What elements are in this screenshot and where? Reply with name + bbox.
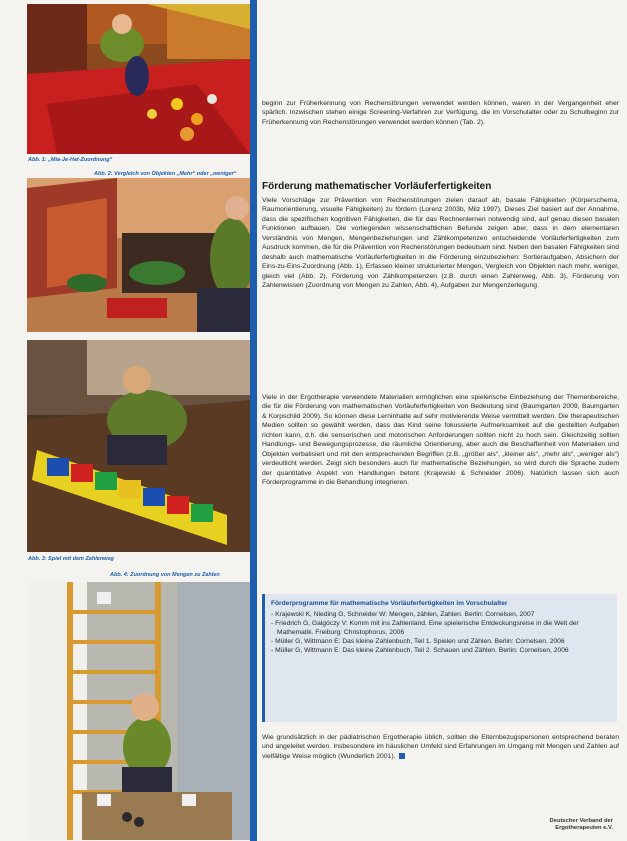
photo-one-to-one-matching: [27, 4, 250, 154]
photo-caption-4: Abb. 4: Zuordnung von Mengen zu Zahlen: [110, 572, 220, 578]
footer-line-1: Deutscher Verband der: [549, 818, 613, 824]
photo-quantity-to-number: [27, 582, 250, 840]
accent-bar: [250, 0, 257, 841]
list-item: - Friedrich G, Galgóczy V: Komm mit ins Zahlenland. Eine spielerische Entdeckungsreise in die Welt der Mathematik. Freiburg: Christophorus, 2006: [271, 619, 611, 637]
list-item: - Krajewski K, Nieding G, Schneider W: Mengen, zählen, Zahlen. Berlin: Cornelsen, 2007: [271, 610, 611, 619]
closing-section: [262, 733, 619, 761]
intro-text: [262, 99, 619, 127]
section: [262, 181, 619, 192]
programs-box: [262, 594, 617, 722]
section-heading: Förderung mathematischer Vorläuferfertigkeiten: [262, 181, 492, 192]
photo-number-path: [27, 340, 250, 552]
programs-box-title: Förderprogramme für mathematische Vorläuferfertigkeiten im Vorschulalter: [271, 600, 508, 607]
photo-caption-1: Abb. 1: „Mia-Je-Hat-Zuordnung“: [28, 157, 113, 163]
section-body: [262, 196, 619, 291]
section-body-2: [262, 393, 619, 488]
footer-line-2: Ergotherapeuten e.V.: [555, 825, 613, 832]
paragraph-1: Viele Vorschläge zur Prävention von Rechenstörungen zielen darauf ab, basale Fähigkeiten (Körperschema, Raumorientierung, visuelle Fähigkeiten) zu fördern (Lorenz 2003b, Milz 1997). Dieses Ziel basiert auf der Annahme, dass die spezifischen kognitiven Fähigkeiten, die für das Rechnenlernen notwendig sind, auf genau diesen basalen Funktionen aufbauen. Die vorliegenden wissenschaftlichen Befunde zeigen aber, dass in dem elementaren Verständnis von Mengen, Mengenbeziehungen und Zählkompetenzen entscheidende Vorläuferfertigkeiten zum Ausdruck kommen, die für die Prävention von Rechenstörungen bedeutsam sind. Neben den basalen Fähigkeiten sind deshalb auch mathematische Vorläuferfertigkeiten in die Förderung einzubeziehen: Sortieraufgaben, Absichern der Eins-zu-Eins-Zuordnung (Abb. 1), Erfassen kleiner strukturierter Mengen, Vergleich von Objekten nach mehr, weniger, gleich viel (Abb. 2), Förderung von Zählkompetenzen (z.B. durch einen Zahlenweg, Abb. 3), Förderung von Zahlenwissen (Zuordnung von Mengen zu Zahlen, Abb. 4), Aufgaben zur Mengenzerlegung.: [262, 197, 619, 290]
programs-list: [271, 610, 611, 655]
photo-caption-3: Abb. 3: Spiel mit dem Zahlenweg: [28, 556, 114, 562]
closing-paragraph-wrap: [262, 733, 619, 761]
publisher-footer: [550, 818, 613, 833]
photo-caption-2: Abb. 2: Vergleich von Objekten „Mehr“ oder „weniger“: [94, 171, 237, 177]
paragraph-2: Viele in der Ergotherapie verwendete Materialien ermöglichen eine spielerische Einbeziehung der Themenbereiche, die für die Förderung von mathematischen Vorläuferfertigkeiten von Bedeutung sind (Baumgarten 2009, Baumgarten & Korpschild 2009). So können diese Lerninhalte auf sehr motivierende Weise vermittelt werden. Die therapeutischen Medien sollten so gewählt werden, dass das Kind seine fokussierte Aufmerksamkeit auf die gestellten Aufgaben richten kann, d.h. die sensorischen und motorischen Anforderungen sollten nicht zu hoch sein. Gleichzeitig sollten Handlungs- und Bewegungsprozesse, die räumliche Orientierung, aber auch die Beschaffenheit von Materialien und Objekten verbalisiert und mit den entsprechenden Begriffen (z.B. „größer als“, „kleiner als“, „mehr als“, „weniger als“) verdeutlicht werden. Zeigt sich besonders auch für mathematische Beziehungen, so wird durch die Sprache zudem der quantitative Aspekt von Handlungen betont (Krajewski & Schneider 2006). Natürlich lassen sich auch Förderprogramme in die Behandlung integrieren.: [262, 394, 619, 487]
list-item: - Müller G, Wittmann E: Das kleine Zahlenbuch, Teil 2. Schauen und Zählen. Berlin: Cornelsen, 2006: [271, 646, 611, 655]
closing-paragraph: Wie grundsätzlich in der pädiatrischen Ergotherapie üblich, sollten die Elternbezugspersonen entsprechend beraten und angeleitet werden. Insbesondere im häuslichen Umfeld sind Erfahrungen im Umgang mit Mengen und Zahlen auf vielfältige Weise möglich (Wunderlich 2001).: [262, 734, 619, 760]
end-square-icon: [399, 753, 405, 759]
intro-paragraph: beginn zur Früherkennung von Rechenstörungen verwendet werden können, waren in der Vergangenheit eher spärlich. Inzwischen stehen einige Screening-Verfahren zur Verfügung, die im Vorschulalter oder zu Schulbeginn zur Früherkennung von Rechenstörungen verwendet werden können (Tab. 2).: [262, 100, 619, 126]
photo-more-or-less: [27, 178, 250, 332]
list-item: - Müller G, Wittmann E: Das kleine Zahlenbuch, Teil 1. Spielen und Zählen. Berlin: Cornelsen, 2006: [271, 637, 611, 646]
